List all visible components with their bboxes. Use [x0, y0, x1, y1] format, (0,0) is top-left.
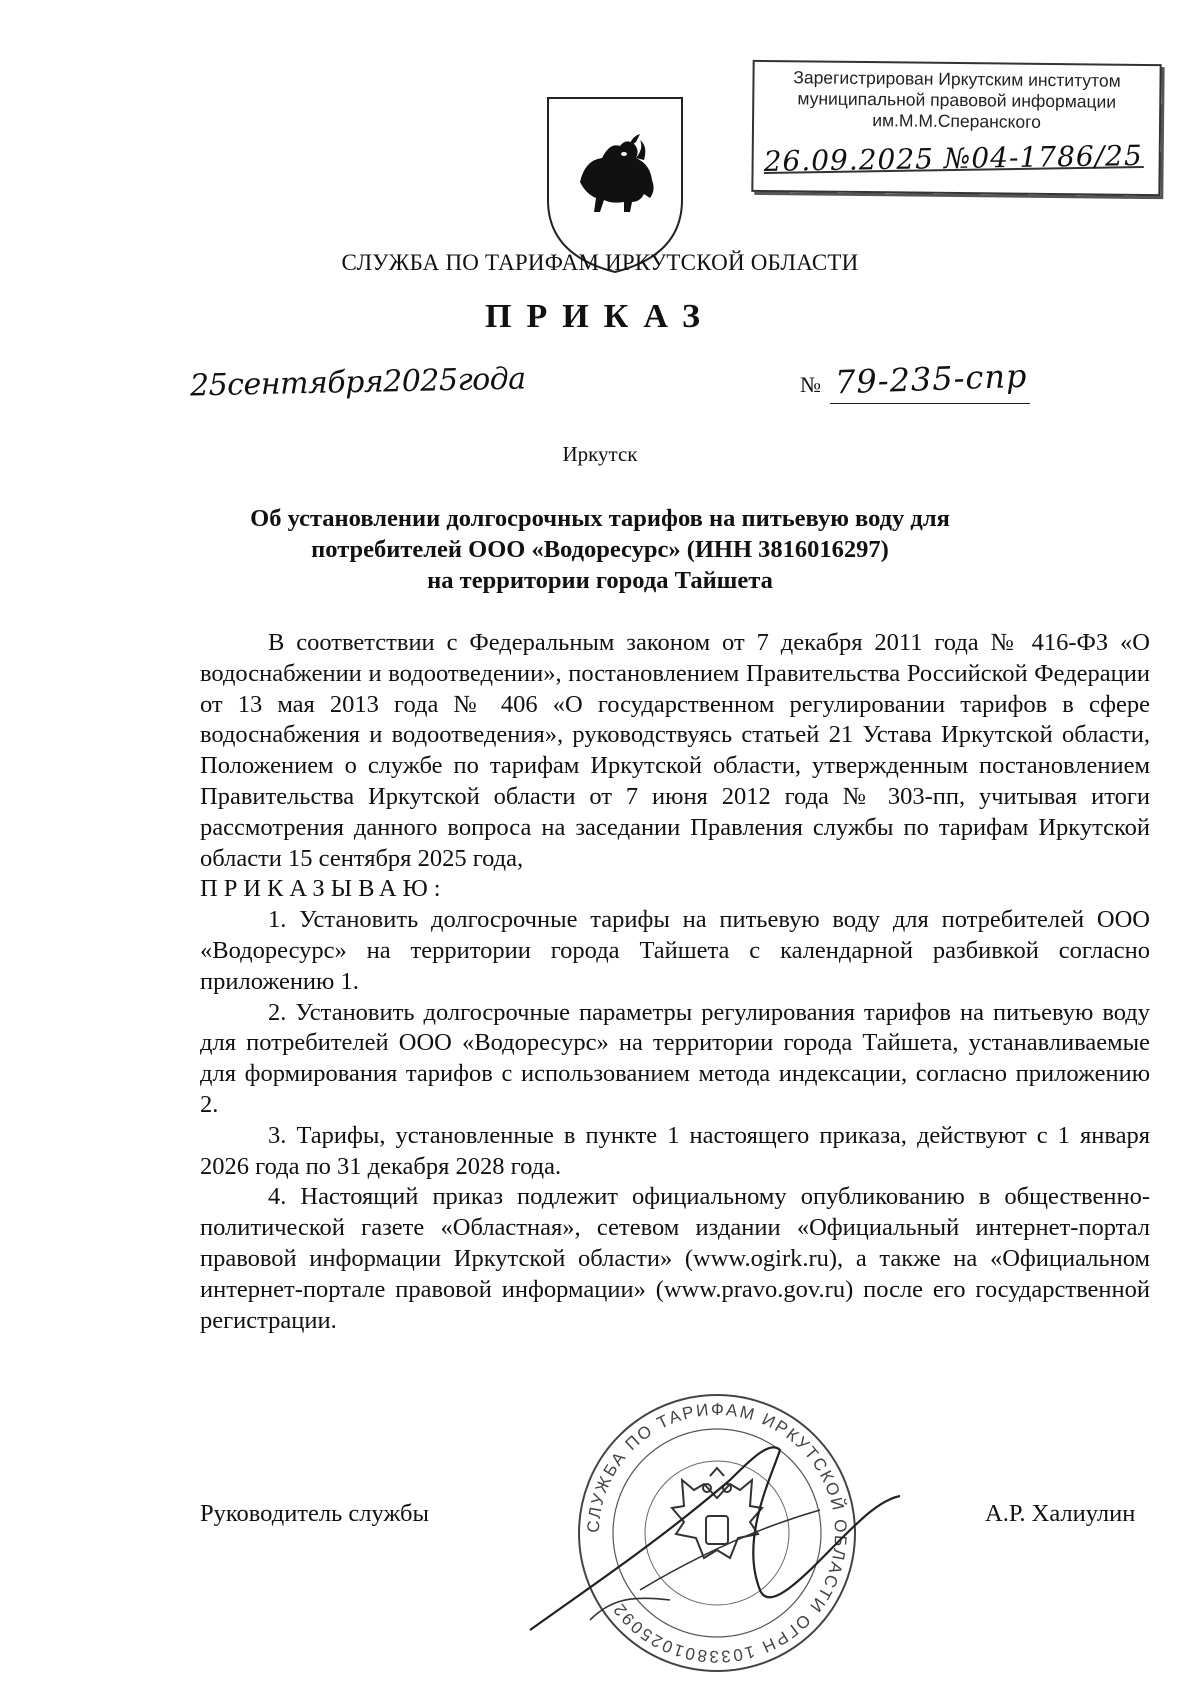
document-title-line: Об установлении долгосрочных тарифов на питьевую воду для: [250, 505, 950, 532]
preamble-paragraph: В соответствии с Федеральным законом от 7 декабря 2011 года № 416-ФЗ «О водоснабжении и водоотведении», постановлением Правительства Российской Федерации от 13 мая 2013 года № 406 «О государственном регулировании тарифов в сфере водоснабжения и водоотведения», руководствуясь статьей 21 Устава Иркутской области, Положением о службе по тарифам Иркутской области, утвержденным постановлением Правительства Иркутской области от 7 июня 2012 года № 303-пп, учитывая итоги рассмотрения данного вопроса на заседании Правления службы по тарифам Иркутской области 15 сентября 2025 года,: [200, 629, 1150, 872]
handwritten-date: 25сентября2025года: [189, 361, 526, 404]
order-item: 2. Установить долгосрочные параметры регулирования тарифов на питьевую воду для потребителей ООО «Водоресурс» на территории города Тайшета, устанавливаемые для формирования тарифов с использованием метода индексации, согласно приложению 2.: [200, 998, 1150, 1118]
document-title: [200, 503, 1000, 596]
order-item: 4. Настоящий приказ подлежит официальному опубликованию в общественно-политической газете «Областная», сетевом издании «Официальный интернет-портал правовой информации Иркутской области» (www.ogirk.ru), а также на «Официальном интернет-портале правовой информации» (www.pravo.gov.ru) после его государственной регистрации.: [200, 1183, 1150, 1334]
number-prefix: №: [800, 372, 821, 397]
issuing-authority: СЛУЖБА ПО ТАРИФАМ ИРКУТСКОЙ ОБЛАСТИ: [341, 250, 859, 275]
number-underline: [830, 403, 1030, 404]
order-item: 3. Тарифы, установленные в пункте 1 настоящего приказа, действуют с 1 января 2026 года по 31 декабря 2028 года.: [200, 1121, 1150, 1180]
document-body: [200, 628, 1150, 1336]
signatory-name: А.Р. Халиулин: [985, 1500, 1136, 1527]
registration-stamp-line: Зарегистрирован Иркутским институтом: [793, 67, 1121, 91]
document-type-heading: ПРИКАЗ: [485, 298, 715, 335]
handwritten-signature: [520, 1420, 960, 1640]
registration-handwritten-number: 26.09.2025 №04-1786/25: [763, 139, 1144, 178]
document-title-line: потребителей ООО «Водоресурс» (ИНН 3816016297): [311, 536, 889, 563]
seal-outer-text: СЛУЖБА ПО ТАРИФАМ ИРКУТСКОЙ ОБЛАСТИ ОГРН 1033801025092: [583, 1399, 851, 1667]
order-item: 1. Установить долгосрочные тарифы на питьевую воду для потребителей ООО «Водоресурс» на территории города Тайшета с календарной разбивкой согласно приложению 1.: [200, 906, 1150, 995]
handwritten-order-number: 79-235-спр: [834, 356, 1029, 402]
registration-stamp-line: муниципальной правовой информации: [797, 88, 1117, 112]
city: Иркутск: [562, 442, 638, 466]
signatory-role: Руководитель службы: [200, 1500, 429, 1527]
registration-stamp-line: им.М.М.Сперанского: [872, 110, 1041, 132]
document-title-line: на территории города Тайшета: [427, 567, 773, 594]
order-word: ПРИКАЗЫВАЮ:: [200, 875, 447, 903]
registration-stamp: [751, 60, 1161, 196]
